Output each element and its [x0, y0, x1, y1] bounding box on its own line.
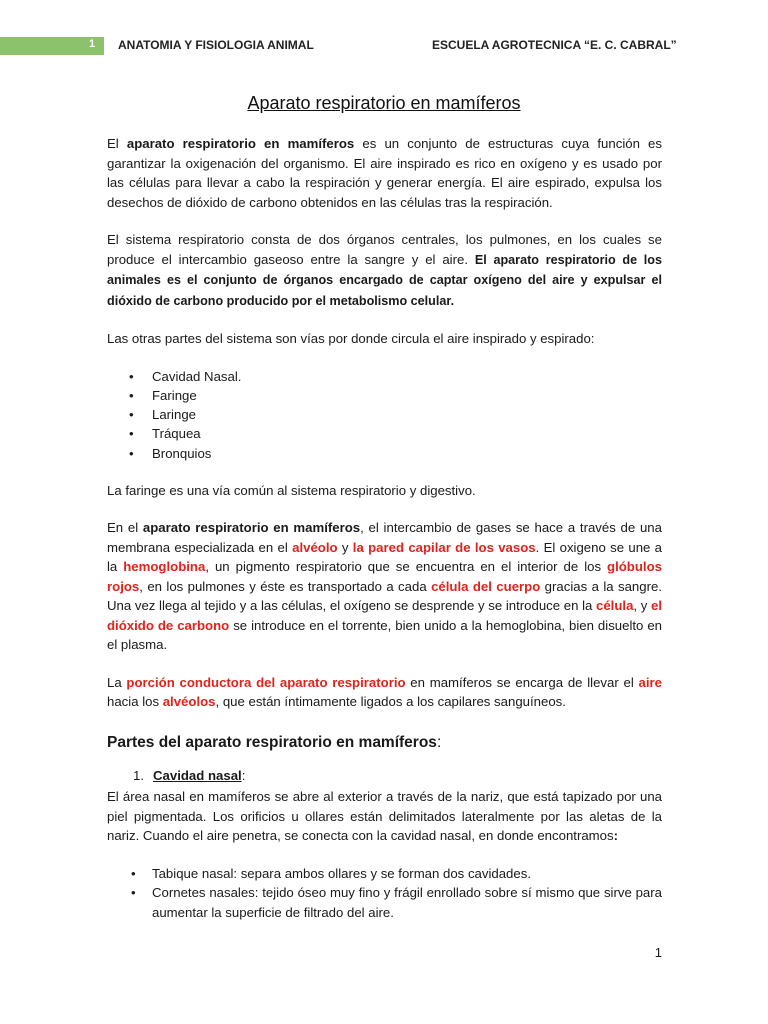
list-item: • Tabique nasal: separa ambos ollares y se forman dos cavidades.: [107, 864, 662, 883]
paragraph-4: La faringe es una vía común al sistema respiratorio y digestivo.: [107, 482, 476, 498]
document-body: [107, 134, 662, 922]
text: se introduce en el torrente, bien unido a la hemoglobina, bien disuelto en el plasma.: [107, 617, 663, 653]
section-heading-colon: :: [436, 733, 442, 751]
organ-list: [107, 367, 662, 463]
highlight-term: alvéolo: [292, 539, 338, 555]
nasal-parts-list: [107, 864, 662, 922]
paragraph-7: [107, 787, 662, 846]
text: . El oxigeno se une a la: [107, 539, 663, 575]
item-colon: :: [241, 767, 246, 783]
text: es un conjunto de estructuras cuya función es garantizar la oxigenación del organismo. El aire inspirado es rico en oxígeno y es usado por las células para llevar a cabo la respiración y generar energía. El aire espirado, expulsa los desechos de dióxido de carbono obtenidos en las células tras la respiración.: [107, 136, 662, 210]
bold-definition: El aparato respiratorio de los animales es el conjunto de órganos encargado de captar oxígeno del aire y expulsar el dióxido de carbono producido por el metabolismo celular.: [107, 252, 662, 308]
highlight-term: el dióxido de carbono: [107, 598, 662, 633]
highlight-term: célula del cuerpo: [431, 578, 541, 594]
header-page-number: 1: [89, 38, 96, 50]
list-item: • Tráquea: [107, 424, 662, 443]
text: En el: [107, 520, 143, 536]
bold-term: aparato respiratorio en mamíferos: [126, 136, 355, 151]
page-title: Aparato respiratorio en mamíferos: [247, 93, 521, 113]
text: en mamíferos se encarga de llevar el: [405, 674, 639, 690]
paragraph-3: Las otras partes del sistema son vías por donde circula el aire inspirado y espirado:: [107, 331, 595, 346]
header-school: ESCUELA AGROTECNICA “E. C. CABRAL”: [432, 38, 677, 52]
text: La: [107, 674, 127, 690]
text: , y: [633, 598, 651, 614]
text: El área nasal en mamíferos se abre al exterior a través de la nariz, que está tapizado por una piel pigmentada. Los orificios u ollares están delimitados lateralmente por las aletas de la nariz. Cuando el aire penetra, se conecta con la cavidad nasal, en donde encontramos: [107, 789, 662, 844]
highlight-term: alvéolos: [162, 694, 216, 710]
list-item: • Laringe: [107, 405, 662, 424]
numbered-item-1: [107, 766, 662, 786]
footer-page-number: 1: [654, 945, 662, 960]
item-number: 1.: [133, 767, 144, 783]
item-label: Cavidad nasal: [153, 767, 242, 783]
highlight-term: hemoglobina: [123, 559, 206, 575]
text: , en los pulmones y éste es transportado a cada: [139, 578, 432, 594]
text: El: [107, 136, 127, 151]
text: y: [337, 539, 353, 555]
text: , el intercambio de gases se hace a través de una membrana especializada en el: [107, 520, 662, 555]
paragraph-1: [107, 134, 662, 212]
highlight-term: la pared capilar de los vasos: [352, 539, 536, 555]
paragraph-5: [107, 518, 662, 655]
text: hacia los: [107, 694, 163, 710]
text: , un pigmento respiratorio que se encuentra en el interior de los: [205, 559, 608, 575]
highlight-term: porción conductora del aparato respiratorio: [126, 674, 406, 690]
bold-term: aparato respiratorio en mamíferos: [142, 520, 361, 536]
text: El sistema respiratorio consta de dos órganos centrales, los pulmones, en los cuales se produce el intercambio gaseoso entre la sangre y el aire.: [107, 232, 662, 267]
paragraph-2: [107, 230, 662, 311]
highlight-term: glóbulos rojos: [107, 559, 662, 594]
section-heading-text: Partes del aparato respiratorio en mamíferos: [107, 733, 437, 751]
list-item: • Faringe: [107, 386, 662, 405]
highlight-term: célula: [596, 598, 634, 614]
list-item: • Cavidad Nasal.: [107, 367, 662, 386]
text: gracias a la sangre. Una vez llega al tejido y a las células, el oxígeno se desprende y se introduce en la: [107, 578, 662, 614]
text: :: [613, 828, 618, 844]
section-heading: [107, 732, 662, 754]
paragraph-6: [107, 673, 662, 712]
header-subject: ANATOMIA Y FISIOLOGIA ANIMAL: [118, 38, 314, 52]
highlight-term: aire: [638, 674, 662, 690]
text: , que están íntimamente ligados a los capilares sanguíneos.: [215, 694, 566, 710]
list-item: • Cornetes nasales: tejido óseo muy fino y frágil enrollado sobre sí mismo que sirve para aumentar la superficie de filtrado del aire.: [107, 883, 662, 922]
list-item: • Bronquios: [107, 444, 662, 463]
